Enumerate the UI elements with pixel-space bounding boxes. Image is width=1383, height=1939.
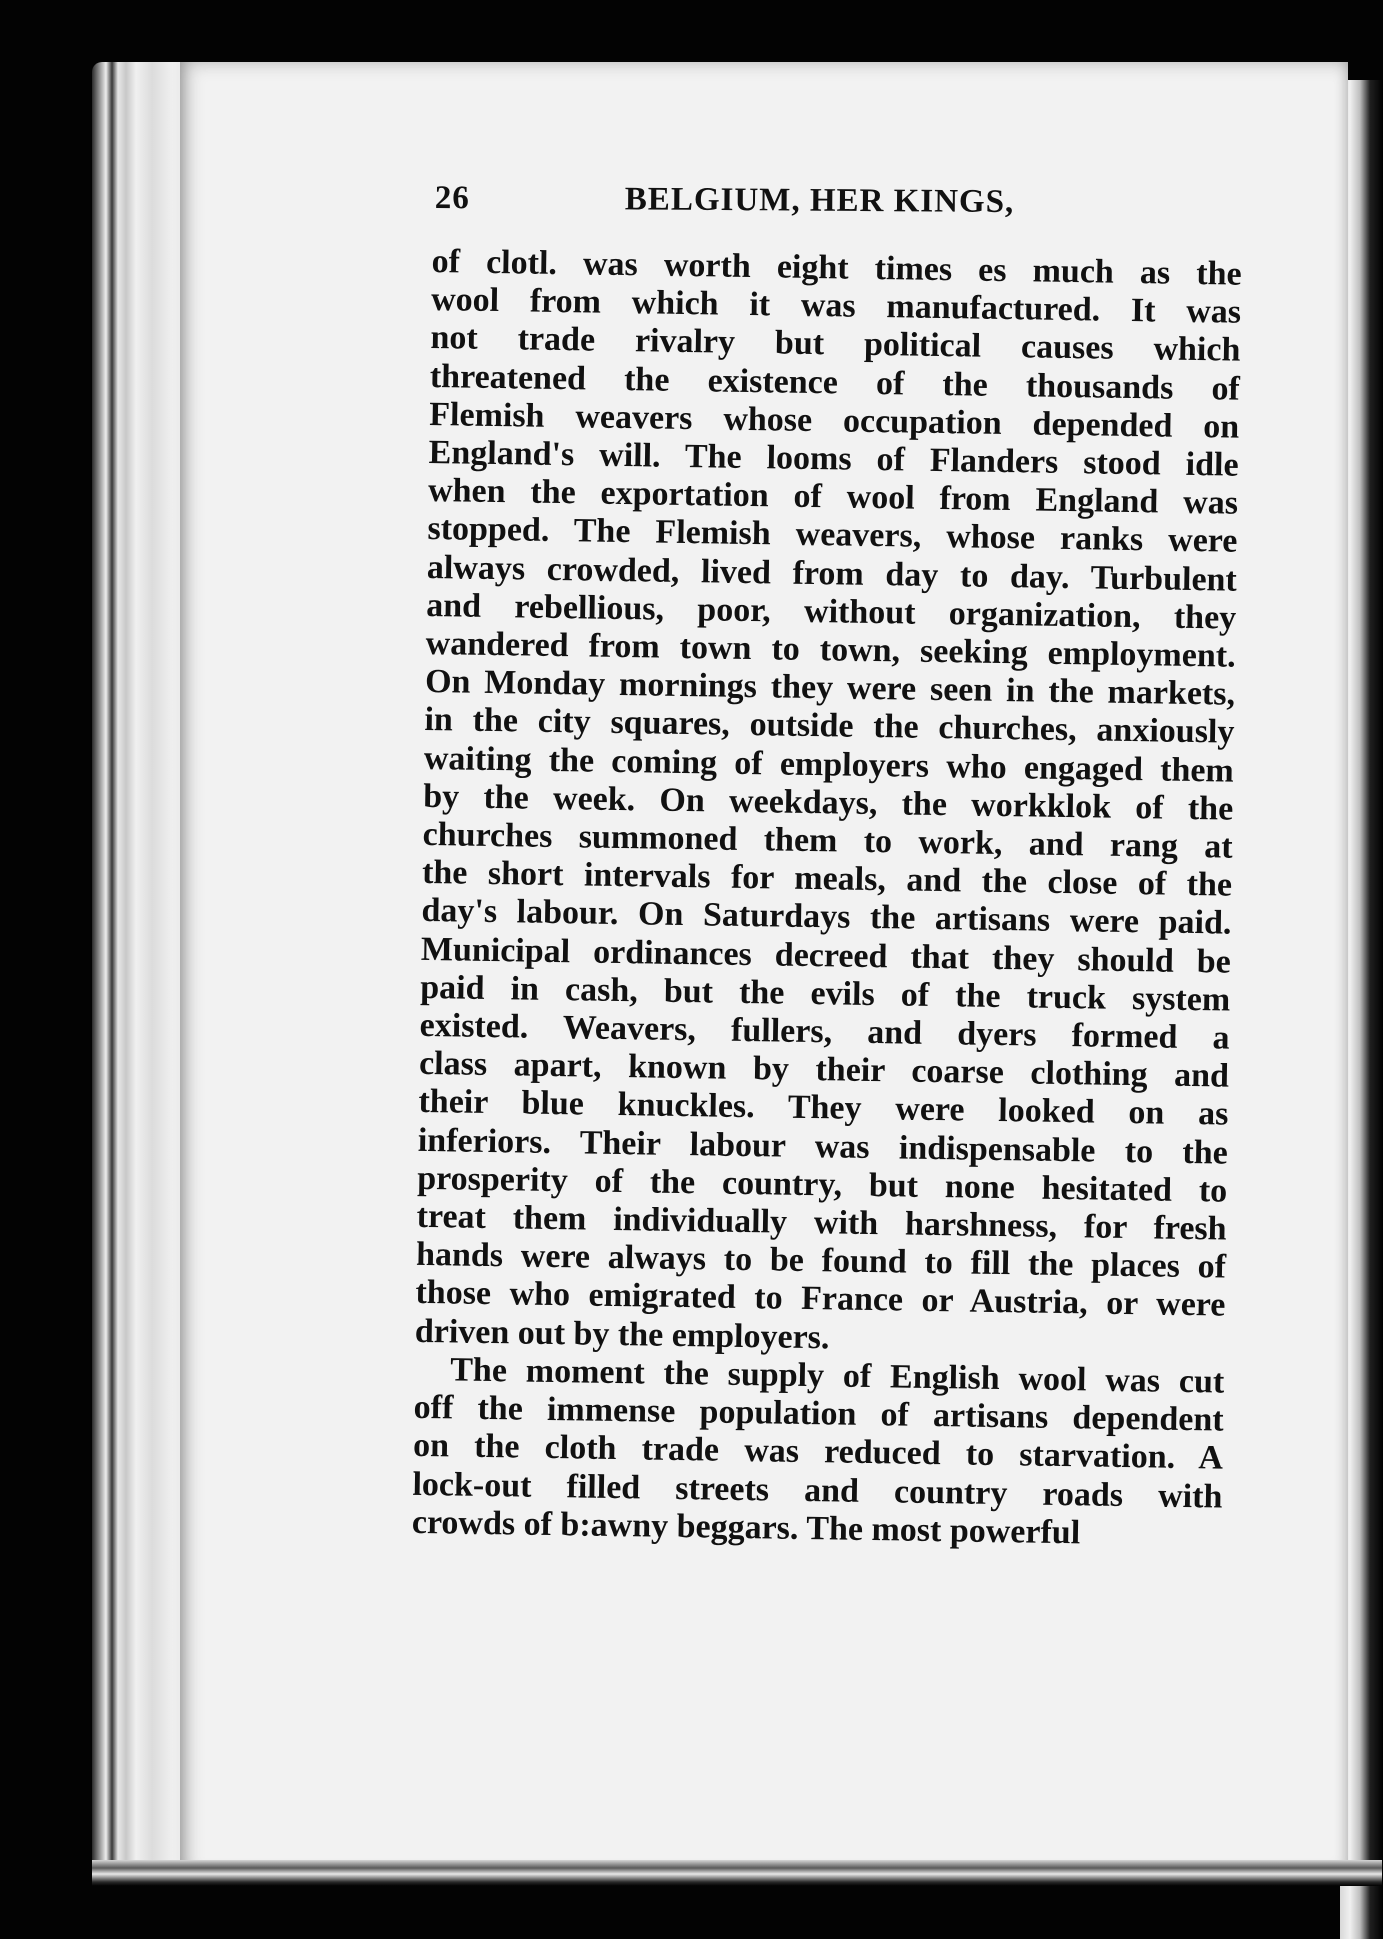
text-line: class apart, known by their coarse clothing and [418, 1045, 1230, 1095]
text-line: on the cloth trade was reduced to starvation. A [412, 1427, 1224, 1477]
text-line: On Monday mornings they were seen in the markets, [424, 663, 1236, 713]
text-line: hands were always to be found to fill the places of [415, 1236, 1227, 1286]
text-line: Municipal ordinances decreed that they should be [420, 930, 1232, 981]
text-line: treat them individually with harshness, for fresh [416, 1197, 1227, 1248]
running-head [435, 180, 1085, 235]
text-line: paid in cash, but the evils of the truck system [420, 968, 1231, 1019]
text-line: prosperity of the country, but none hesitated to [417, 1159, 1228, 1210]
text-line: day's labour. On Saturdays the artisans were paid. [421, 892, 1232, 943]
page-stack-bottom-edge [92, 1860, 1382, 1886]
text-line: inferiors. Their labour was indispensable to the [417, 1121, 1229, 1172]
body-text [412, 243, 1242, 1554]
text-line: existed. Weavers, fullers, and dyers formed a [419, 1006, 1230, 1057]
text-line: off the immense population of artisans dependent [413, 1388, 1224, 1439]
text-line: England's will. The looms of Flanders stood idle [428, 433, 1239, 484]
text-line: those who emigrated to France or Austria, or were [415, 1274, 1226, 1325]
text-line: always crowded, lived from day to day. Turbulent [426, 548, 1238, 599]
text-line: churches summoned them to work, and rang at [422, 815, 1233, 866]
text-line: of clotl. was worth eight times es much as the [431, 243, 1242, 293]
text-line: stopped. The Flemish weavers, whose ranks were [427, 510, 1238, 561]
text-line: and rebellious, poor, without organization, they [426, 586, 1237, 637]
text-line: not trade rivalry but political causes which [430, 319, 1241, 370]
running-title: BELGIUM, HER KINGS, [624, 181, 1015, 221]
text-line: waiting the coming of employers who engaged them [423, 739, 1235, 790]
paragraph-2 [412, 1351, 1225, 1555]
text-line: wandered from town to town, seeking employment. [425, 624, 1236, 675]
text-line: Flemish weavers whose occupation depended on [429, 395, 1240, 446]
text-line: driven out by the employers. [414, 1312, 830, 1357]
page-number: 26 [434, 180, 470, 217]
text-line: the short intervals for meals, and the close of the [421, 854, 1233, 904]
text-line: The moment the supply of English wool was cut [450, 1351, 1225, 1401]
text-line: their blue knuckles. They were looked on as [418, 1083, 1229, 1134]
text-line: wool from which it was manufactured. It was [430, 281, 1242, 331]
text-line: by the week. On weekdays, the workklok of the [423, 777, 1234, 828]
paragraph-1 [415, 243, 1242, 1363]
text-line: in the city squares, outside the churches, anxiously [424, 701, 1235, 752]
text-line: lock-out filled streets and country roads with [412, 1465, 1223, 1516]
text-line: threatened the existence of the thousands of [429, 357, 1241, 408]
text-line: crowds of b:awny beggars. The most powerful [411, 1503, 1081, 1552]
text-line: when the exportation of wool from England was [427, 472, 1239, 522]
